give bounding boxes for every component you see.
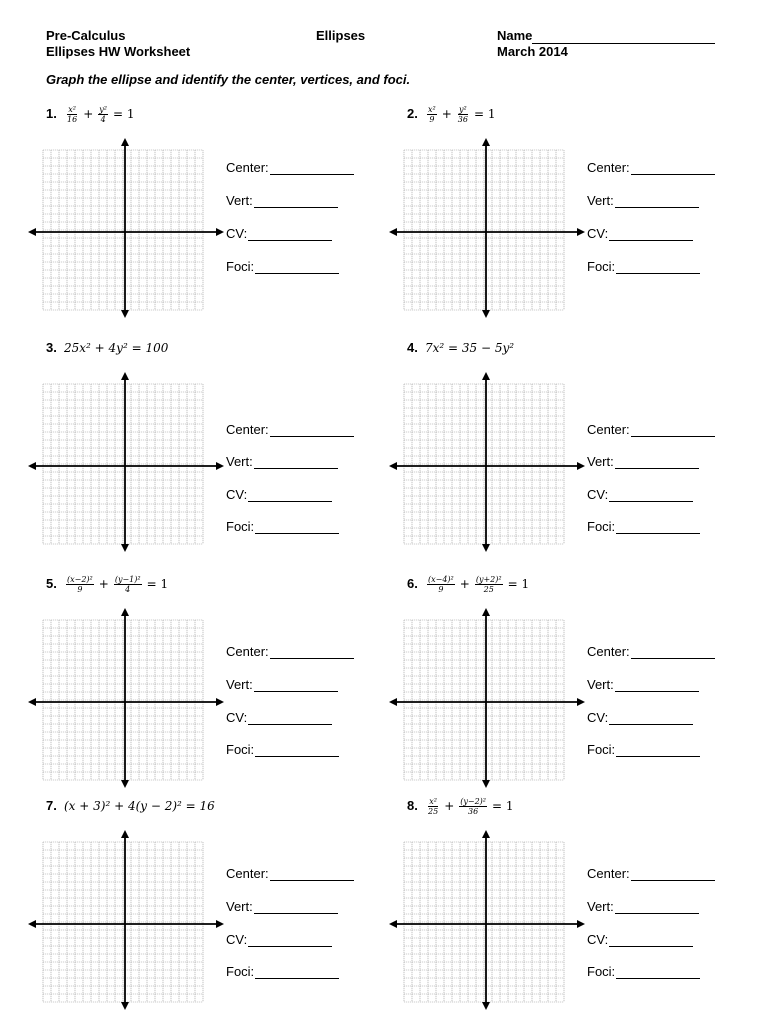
x-axis-arrow-left-icon (28, 462, 36, 470)
co-vertices-answer[interactable]: CV: (226, 932, 332, 947)
vertices-answer[interactable]: Vert: (226, 899, 338, 914)
problem-6 (407, 576, 767, 796)
problem-equation: $\frac{\text{x²}}{25}$ + $\frac{\text{(y−2)²}}{36}$ = 1 (428, 796, 514, 816)
center-answer[interactable]: Center: (226, 644, 354, 659)
center-answer[interactable]: Center: (587, 160, 715, 175)
problem-number: 5. (46, 576, 57, 591)
vertices-answer[interactable]: Vert: (587, 677, 699, 692)
center-answer[interactable]: Center: (226, 160, 354, 175)
center-answer[interactable]: Center: (226, 866, 354, 881)
x-axis-arrow-right-icon (216, 920, 224, 928)
y-axis-arrow-down-icon (121, 1002, 129, 1010)
problem-number: 3. (46, 340, 57, 355)
x-axis-arrow-left-icon (28, 920, 36, 928)
vertices-answer[interactable]: Vert: (587, 899, 699, 914)
foci-answer[interactable]: Foci: (226, 519, 339, 534)
co-vertices-answer[interactable]: CV: (226, 710, 332, 725)
center-answer[interactable]: Center: (587, 866, 715, 881)
problem-7 (46, 798, 406, 1018)
problem-equation: 7x² = 35 − 5y² (425, 341, 515, 355)
x-axis-arrow-right-icon (577, 920, 585, 928)
date-text: March 2014 (497, 44, 568, 59)
x-axis-arrow-right-icon (577, 462, 585, 470)
coordinate-grid[interactable] (28, 608, 228, 788)
coordinate-grid[interactable] (28, 830, 228, 1010)
x-axis-arrow-left-icon (389, 698, 397, 706)
x-axis-arrow-right-icon (216, 462, 224, 470)
co-vertices-answer[interactable]: CV: (587, 226, 693, 241)
problem-number: 2. (407, 106, 418, 121)
coordinate-grid[interactable] (28, 372, 228, 552)
vertices-answer[interactable]: Vert: (587, 454, 699, 469)
foci-answer[interactable]: Foci: (587, 964, 700, 979)
co-vertices-answer[interactable]: CV: (587, 710, 693, 725)
y-axis-arrow-down-icon (121, 544, 129, 552)
vertices-answer[interactable]: Vert: (587, 193, 699, 208)
y-axis-arrow-down-icon (121, 780, 129, 788)
y-axis-arrow-down-icon (121, 310, 129, 318)
problem-equation: $\frac{\text{(x−4)²}}{9}$ + $\frac{\text{(y+2)²}}{25}$ = 1 (428, 574, 530, 594)
coordinate-grid[interactable] (389, 608, 589, 788)
problem-equation: $\frac{\text{(x−2)²}}{9}$ + $\frac{\text{(y−1)²}}{4}$ = 1 (67, 574, 169, 594)
x-axis-arrow-left-icon (28, 228, 36, 236)
foci-answer[interactable]: Foci: (226, 742, 339, 757)
foci-answer[interactable]: Foci: (587, 259, 700, 274)
co-vertices-answer[interactable]: CV: (587, 932, 693, 947)
problem-number: 6. (407, 576, 418, 591)
topic-title: Ellipses (316, 28, 366, 43)
y-axis-arrow-up-icon (482, 372, 490, 380)
co-vertices-answer[interactable]: CV: (226, 487, 332, 502)
y-axis-arrow-up-icon (121, 608, 129, 616)
vertices-answer[interactable]: Vert: (226, 677, 338, 692)
problem-1 (46, 106, 406, 326)
center-answer[interactable]: Center: (226, 422, 354, 437)
y-axis-arrow-up-icon (121, 372, 129, 380)
x-axis-arrow-right-icon (577, 698, 585, 706)
foci-answer[interactable]: Foci: (587, 519, 700, 534)
x-axis-arrow-right-icon (216, 698, 224, 706)
y-axis-arrow-down-icon (482, 310, 490, 318)
name-blank-line[interactable] (532, 30, 715, 44)
foci-answer[interactable]: Foci: (226, 964, 339, 979)
problem-equation: 25x² + 4y² = 100 (64, 341, 169, 355)
problem-equation: $\frac{\text{x²}}{16}$ + $\frac{\text{y²}}{4}$ = 1 (67, 104, 135, 124)
x-axis-arrow-left-icon (389, 228, 397, 236)
course-title: Pre-Calculus (46, 28, 126, 43)
x-axis-arrow-right-icon (216, 228, 224, 236)
y-axis-arrow-down-icon (482, 1002, 490, 1010)
x-axis-arrow-left-icon (389, 462, 397, 470)
problem-number: 1. (46, 106, 57, 121)
co-vertices-answer[interactable]: CV: (226, 226, 332, 241)
y-axis-arrow-up-icon (121, 830, 129, 838)
problem-number: 8. (407, 798, 418, 813)
y-axis-arrow-down-icon (482, 544, 490, 552)
x-axis-arrow-right-icon (577, 228, 585, 236)
instructions: Graph the ellipse and identify the center, vertices, and foci. (46, 72, 411, 87)
name-field[interactable] (497, 28, 715, 44)
center-answer[interactable]: Center: (587, 644, 715, 659)
y-axis-arrow-up-icon (121, 138, 129, 146)
vertices-answer[interactable]: Vert: (226, 454, 338, 469)
coordinate-grid[interactable] (389, 372, 589, 552)
coordinate-grid[interactable] (28, 138, 228, 318)
vertices-answer[interactable]: Vert: (226, 193, 338, 208)
center-answer[interactable]: Center: (587, 422, 715, 437)
x-axis-arrow-left-icon (28, 698, 36, 706)
worksheet-title: Ellipses HW Worksheet (46, 44, 191, 59)
co-vertices-answer[interactable]: CV: (587, 487, 693, 502)
problem-2 (407, 106, 767, 326)
y-axis-arrow-down-icon (482, 780, 490, 788)
problem-number: 7. (46, 798, 57, 813)
foci-answer[interactable]: Foci: (226, 259, 339, 274)
problem-8 (407, 798, 767, 1018)
y-axis-arrow-up-icon (482, 138, 490, 146)
coordinate-grid[interactable] (389, 830, 589, 1010)
problem-3 (46, 340, 406, 560)
problem-equation: $\frac{\text{x²}}{9}$ + $\frac{\text{y²}}{36}$ = 1 (428, 104, 496, 124)
problem-5 (46, 576, 406, 796)
foci-answer[interactable]: Foci: (587, 742, 700, 757)
problem-number: 4. (407, 340, 418, 355)
problem-equation: (x + 3)² + 4(y − 2)² = 16 (64, 799, 215, 813)
name-label: Name (497, 28, 533, 43)
y-axis-arrow-up-icon (482, 830, 490, 838)
y-axis-arrow-up-icon (482, 608, 490, 616)
problem-4 (407, 340, 767, 560)
coordinate-grid[interactable] (389, 138, 589, 318)
x-axis-arrow-left-icon (389, 920, 397, 928)
